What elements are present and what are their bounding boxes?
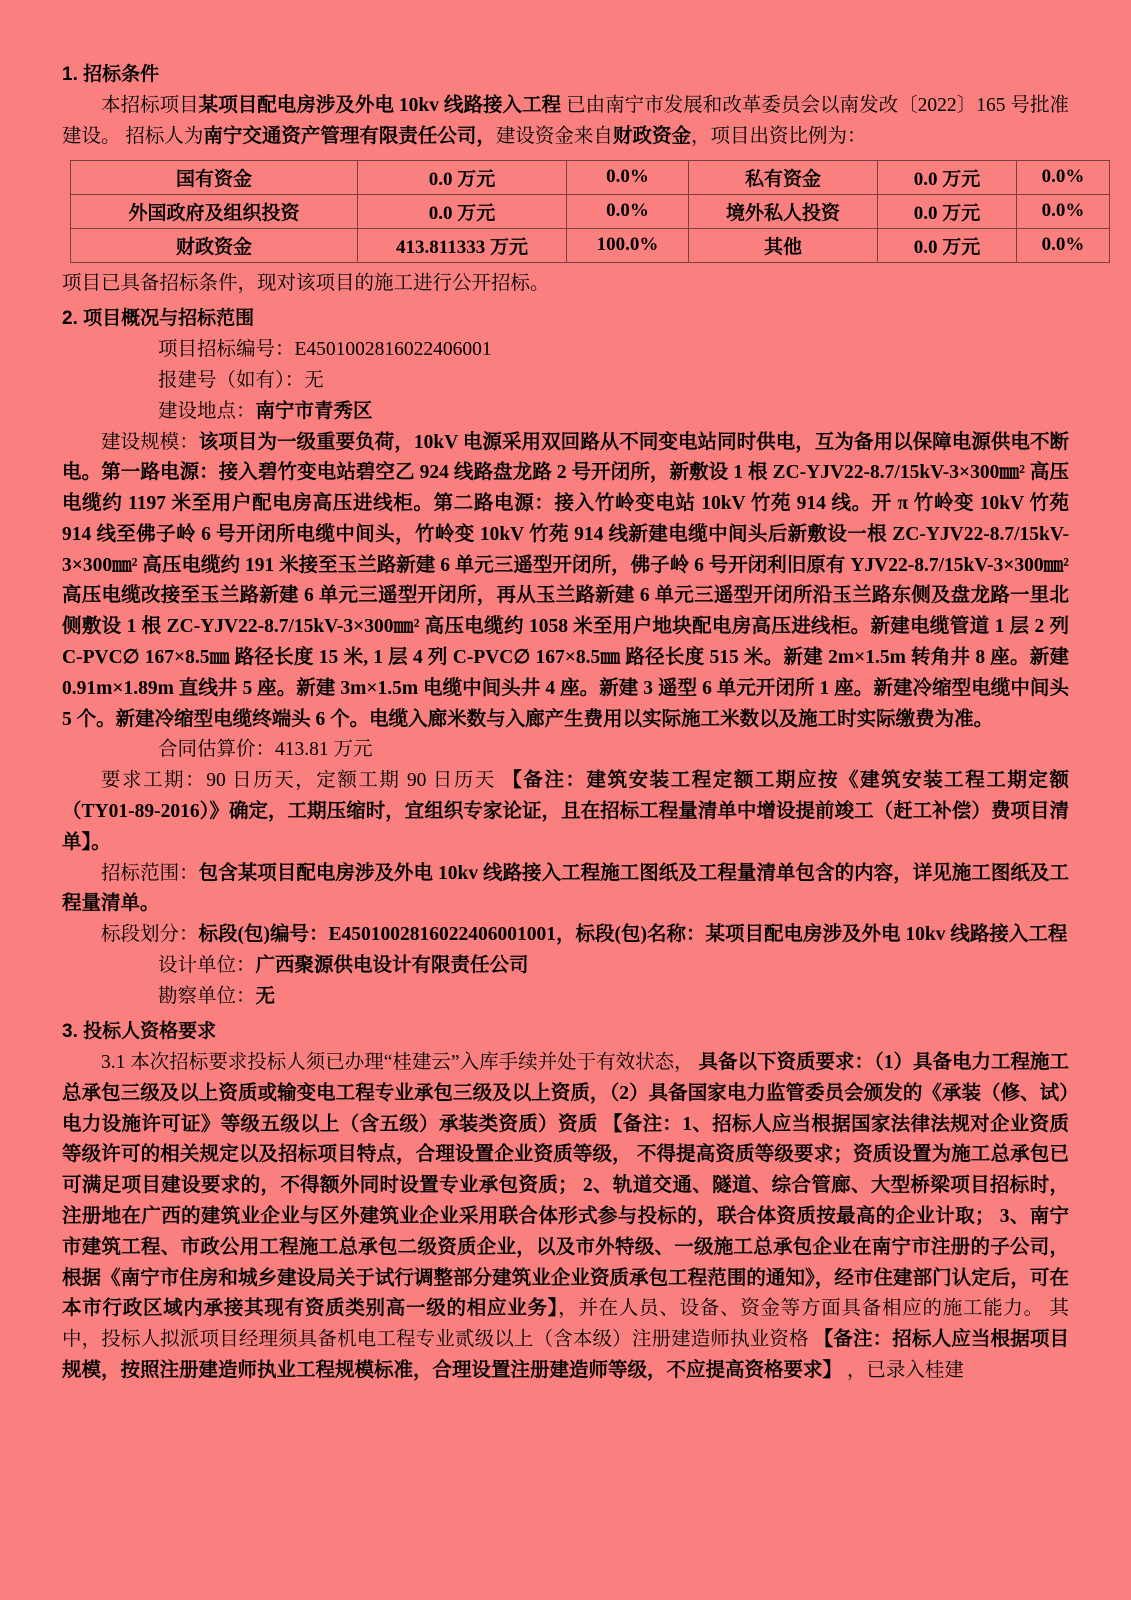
report-number-label: 报建号（如有）：: [158, 369, 305, 391]
construction-site-value: 南宁市青秀区: [255, 400, 373, 422]
report-number-value: 无: [304, 369, 324, 391]
tender-range-paragraph: [62, 859, 1069, 921]
clause-text-b: 具备以下资质要求：（1）具备电力工程施工总承包三级及以上资质或输变电工程专业承包三级及以上资质，（2）具备国家电力监管委员会颁发的《承装（修、试）电力设施许可证》等级五级以上（含五级）承装类资质）资质: [62, 1052, 1070, 1135]
cell-label-right: 其他: [689, 228, 878, 262]
cell-amount-right: 0.0 万元: [878, 228, 1017, 262]
tender-number-line: [158, 335, 1069, 366]
clause-note-1: 【备注：1、招标人应当根据国家法律法规对企业资质等级许可的相关规定以及招标项目特点，合理设置企业资质等级， 不得提高资质等级要求；资质设置为施工总承包已可满足项目建设要求的，不得额外同时设置专业承包资质； 2、轨道交通、隧道、综合管廊、大型桥梁项目招标时，注册地在广西的建筑业企业与区外建筑业企业采用联合体形式参与投标的，联合体资质按最高的企业计取； 3、南宁市建筑工程、市政公用工程施工总承包二级资质企业，以及市外特级、一级施工总承包企业在南宁市注册的子公司，根据《南宁市住房和城乡建设局关于试行调整部分建筑业企业资质承包工程范围的通知》，经市住建部门认定后，可在本市行政区域内承接其现有资质类别高一级的相应业务】: [62, 1113, 1069, 1320]
s1-project-name: 某项目配电房涉及外电 10kv 线路接入工程: [198, 95, 562, 117]
section-1-paragraph-2: 项目已具备招标条件，现对该项目的施工进行公开招标。: [62, 272, 550, 294]
cell-pct-right: 0.0%: [1017, 194, 1110, 228]
construction-site-line: [158, 397, 1069, 428]
survey-unit-line: [158, 982, 1069, 1013]
s1-text-part5: ，项目出资比例为：: [690, 125, 867, 147]
section-1-heading: 1. 招标条件: [62, 64, 160, 85]
cell-amount-right: 0.0 万元: [878, 194, 1017, 228]
lot-division-label: 标段划分：: [101, 924, 199, 946]
section-2-heading: 2. 项目概况与招标范围: [62, 307, 255, 329]
duration-label: 要求工期：: [101, 770, 207, 792]
s1-fund-source: 财政资金: [612, 125, 691, 147]
clause-number: 3.1: [101, 1052, 126, 1074]
cell-pct-right: 0.0%: [1017, 160, 1110, 194]
design-unit-value: 广西聚源供电设计有限责任公司: [255, 955, 529, 977]
duration-note: 【备注：建筑安装工程定额工期应按《建筑安装工程工期定额（TY01-89-2016）》确定，工期压缩时，宜组织专家论证，且在招标工程量清单中增设提前竣工（赶工补偿）费项目清单】。: [62, 770, 1069, 853]
tender-range-value: 包含某项目配电房涉及外电 10kv 线路接入工程施工图纸及工程量清单包含的内容，详见施工图纸及工程量清单。: [62, 862, 1069, 915]
cell-pct-right: 0.0%: [1017, 228, 1110, 262]
contract-estimate-line: [158, 735, 1069, 766]
cell-label-right: 境外私人投资: [689, 194, 878, 228]
contract-estimate-value: 413.81 万元: [275, 739, 373, 761]
cell-label-right: 私有资金: [689, 160, 878, 194]
cell-amount-left: 0.0 万元: [358, 194, 567, 228]
table-row: [71, 194, 1110, 228]
lot-division-value: 标段(包)编号：E4501002816022406001001，标段(包)名称：某项目配电房涉及外电 10kv 线路接入工程: [198, 924, 1068, 946]
duration-paragraph: [62, 766, 1069, 858]
table-row: [71, 228, 1110, 262]
cell-pct-left: 0.0%: [567, 160, 689, 194]
cell-amount-right: 0.0 万元: [878, 160, 1017, 194]
construction-scale-paragraph: [62, 428, 1069, 736]
cell-label-left: 财政资金: [71, 228, 358, 262]
design-unit-label: 设计单位：: [158, 955, 256, 977]
tender-number-label: 项目招标编号：: [158, 339, 295, 361]
clause-text-c: ，并在人员、设备、资金等方面具备相应的施工能力。 其中，投标人拟派项目经理须具备机电工程专业贰级以上（含本级）注册建造师执业资格: [62, 1298, 1069, 1351]
survey-unit-value: 无: [255, 985, 276, 1007]
lot-division-paragraph: [62, 920, 1069, 951]
cell-pct-left: 0.0%: [567, 194, 689, 228]
tender-range-label: 招标范围：: [101, 862, 199, 884]
clause-note-2: 【备注：招标人应当根据项目规模，按照注册建造师执业工程规模标准，合理设置注册建造师等级，不应提高资格要求】: [62, 1329, 1069, 1382]
s1-text-part1: 本招标项目: [101, 95, 199, 117]
report-number-line: [158, 366, 1069, 397]
table-row: [71, 160, 1110, 194]
cell-label-left: 外国政府及组织投资: [71, 194, 358, 228]
s1-text-part2: 已由南宁市发展和改革委员会以南发改〔2022〕165 号批准建设。: [62, 95, 1069, 147]
funding-ratio-table: [70, 160, 1110, 263]
construction-scale-label: 建设规模：: [101, 431, 199, 453]
survey-unit-label: 勘察单位：: [158, 985, 256, 1007]
s1-text-part3: 招标人为: [125, 125, 204, 147]
section-3-1-paragraph: [62, 1048, 1069, 1387]
section-1-paragraph-1: [62, 91, 1069, 151]
s1-text-part4: 建设资金来自: [495, 125, 613, 147]
cell-label-left: 国有资金: [71, 160, 358, 194]
design-unit-line: [158, 951, 1069, 982]
s1-bidder-name: 南宁交通资产管理有限责任公司，: [203, 125, 496, 147]
clause-text-a: 本次招标要求投标人须已办理“桂建云”入库手续并处于有效状态，: [130, 1052, 694, 1074]
duration-value: 90 日历天，定额工期 90 日历天: [206, 770, 496, 792]
cell-amount-left: 0.0 万元: [358, 160, 567, 194]
cell-amount-left: 413.811333 万元: [358, 228, 567, 262]
section-3-heading: 3. 投标人资格要求: [62, 1020, 217, 1042]
tender-number-value: E4501002816022406001: [294, 339, 492, 361]
cell-pct-left: 100.0%: [567, 228, 689, 262]
contract-estimate-label: 合同估算价：: [158, 739, 276, 761]
construction-scale-value: 该项目为一级重要负荷，10kV 电源采用双回路从不同变电站同时供电，互为备用以保障电源供电不断电。第一路电源：接入碧竹变电站碧空乙 924 线路盘龙路 2 号开闭所，新敷设 1 根 ZC-YJV22-8.7/15kV-3×300㎜² 高压电缆约 1197 米至用户配电房高压进线柜。第二路电源：接入竹岭变电站 10kV 竹苑 914 线。开 π 竹岭变 10kV 竹苑 914 线至佛子岭 6 号开闭所电缆中间头，竹岭变 10kV 竹苑 914 线新建电缆中间头后新敷设一根 ZC-YJV22-8.7/15kV-3×300㎜² 高压电缆约 191 米接至玉兰路新建 6 单元三遥型开闭所，佛子岭 6 号开闭利旧原有 YJV22-8.7/15kV-3×300㎜² 高压电缆改接至玉兰路新建 6 单元三遥型开闭所，再从玉兰路新建 6 单元三遥型开闭所沿玉兰路东侧及盘龙路一里北侧敷设 1 根 ZC-YJV22-8.7/15kV-3×300㎜² 高压电缆约 1058 米至用户地块配电房高压进线柜。新建电缆管道 1 层 2 列 C-PVC∅ 167×8.5㎜ 路径长度 15 米, 1 层 4 列 C-PVC∅ 167×8.5㎜ 路径长度 515 米。新建 2m×1.5m 转角井 8 座。新建 0.91m×1.89m 直线井 5 座。新建 3m×1.5m 电缆中间头井 4 座。新建 3 遥型 6 单元开闭所 1 座。新建冷缩型电缆中间头 5 个。新建冷缩型电缆终端头 6 个。电缆入廊米数与入廊产生费用以实际施工米数以及施工时实际缴费为准。: [62, 431, 1069, 730]
construction-site-label: 建设地点：: [158, 400, 256, 422]
clause-text-d: ，已录入桂建: [846, 1360, 964, 1382]
